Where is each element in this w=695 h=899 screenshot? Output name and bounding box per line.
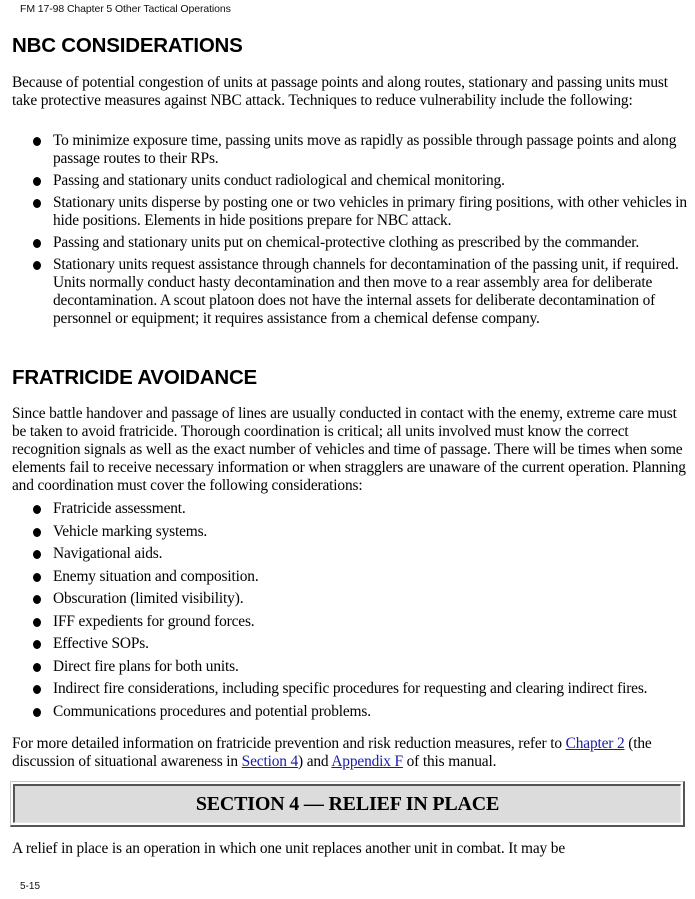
bullet-icon — [33, 708, 41, 717]
running-header: FM 17-98 Chapter 5 Other Tactical Operations — [20, 3, 231, 15]
list-item-text: To minimize exposure time, passing units move as rapidly as possible through passage points and along passage routes to their RPs. — [53, 132, 677, 167]
fratricide-heading: FRATRICIDE AVOIDANCE — [12, 366, 258, 389]
list-item — [0, 234, 690, 252]
bullet-icon — [33, 239, 41, 248]
fratricide-intro: Since battle handover and passage of lines are usually conducted in contact with the enemy, extreme care must be taken to avoid fratricide. Thorough coordination is critical; all units involved must know the correct recognition signals as well as the exact number of vehicles and time of passage. There will be times when some elements fail to receive necessary information or when stragglers are unaware of the current operation. Planning and coordination must cover the following considerations: — [12, 405, 686, 494]
section-4-link[interactable]: Section 4 — [241, 753, 299, 770]
list-item — [0, 680, 690, 698]
bullet-icon — [33, 199, 41, 208]
section-4-intro: A relief in place is an operation in which one unit replaces another unit in combat. It may be — [12, 840, 566, 857]
page-number: 5-15 — [20, 881, 41, 892]
list-item — [0, 568, 690, 586]
bullet-icon — [33, 685, 41, 694]
bullet-icon — [33, 137, 41, 146]
reference-text: (the discussion of situational awareness in — [12, 735, 652, 770]
list-item — [0, 132, 690, 168]
list-item — [0, 703, 690, 721]
bullet-icon — [33, 505, 41, 514]
list-item — [0, 172, 690, 190]
reference-text: of this manual. — [402, 753, 497, 770]
list-item-text: IFF expedients for ground forces. — [53, 612, 255, 630]
bullet-icon — [33, 261, 41, 270]
bullet-icon — [33, 573, 41, 582]
list-item — [0, 590, 690, 608]
bullet-icon — [33, 663, 41, 672]
nbc-bullet-list — [0, 132, 690, 328]
list-item-text: Stationary units request assistance through channels for decontamination of the passing unit, if required. Units normally conduct hasty decontamination and then move to a rear assembly area for deliberate decontamination. A scout platoon does not have the internal assets for deliberate decontamination of personnel or equipment; it requires assistance from a chemical defense company. — [53, 256, 679, 327]
section-4-title: SECTION 4 — RELIEF IN PLACE — [195, 792, 500, 815]
list-item-text: Communications procedures and potential problems. — [53, 702, 371, 720]
list-item-text: Vehicle marking systems. — [53, 522, 208, 540]
bullet-icon — [33, 618, 41, 627]
appendix-f-link[interactable]: Appendix F — [331, 753, 403, 770]
nbc-intro: Because of potential congestion of units at passage points and along routes, stationary and passing units must take protective measures against NBC attack. Techniques to reduce vulnerability include the following: — [12, 74, 668, 109]
list-item-text: Stationary units disperse by posting one or two vehicles in primary firing positions, with other vehicles in hide positions. Elements in hide positions prepare for NBC attack. — [53, 194, 687, 229]
bullet-icon — [33, 177, 41, 186]
list-item — [0, 256, 690, 328]
bullet-icon — [33, 528, 41, 537]
reference-text: For more detailed information on fratricide prevention and risk reduction measures, refer to — [12, 735, 566, 752]
fratricide-bullet-list — [0, 500, 690, 721]
bullet-icon — [33, 595, 41, 604]
section-4-banner — [10, 781, 685, 827]
list-item-text: Fratricide assessment. — [53, 500, 186, 517]
list-item — [0, 194, 690, 230]
list-item — [0, 658, 690, 676]
bullet-icon — [33, 640, 41, 649]
list-item-text: Navigational aids. — [53, 545, 163, 562]
section-4-banner-cell — [13, 784, 681, 823]
nbc-heading: NBC CONSIDERATIONS — [12, 34, 243, 57]
list-item — [0, 523, 690, 541]
list-item-text: Indirect fire considerations, including specific procedures for requesting and clearing indirect fires. — [53, 680, 648, 697]
list-item — [0, 500, 690, 518]
list-item-text: Passing and stationary units conduct radiological and chemical monitoring. — [53, 172, 505, 189]
list-item — [0, 635, 690, 653]
list-item — [0, 545, 690, 563]
chapter-2-link[interactable]: Chapter 2 — [565, 735, 625, 752]
list-item-text: Passing and stationary units put on chemical-protective clothing as prescribed by the commander. — [53, 234, 640, 251]
fratricide-reference — [12, 735, 692, 771]
list-item-text: Effective SOPs. — [53, 635, 149, 652]
list-item-text: Obscuration (limited visibility). — [53, 590, 244, 607]
bullet-icon — [33, 550, 41, 559]
reference-text: ) and — [298, 753, 332, 770]
list-item-text: Direct fire plans for both units. — [53, 657, 239, 675]
list-item — [0, 613, 690, 631]
list-item-text: Enemy situation and composition. — [53, 567, 259, 585]
